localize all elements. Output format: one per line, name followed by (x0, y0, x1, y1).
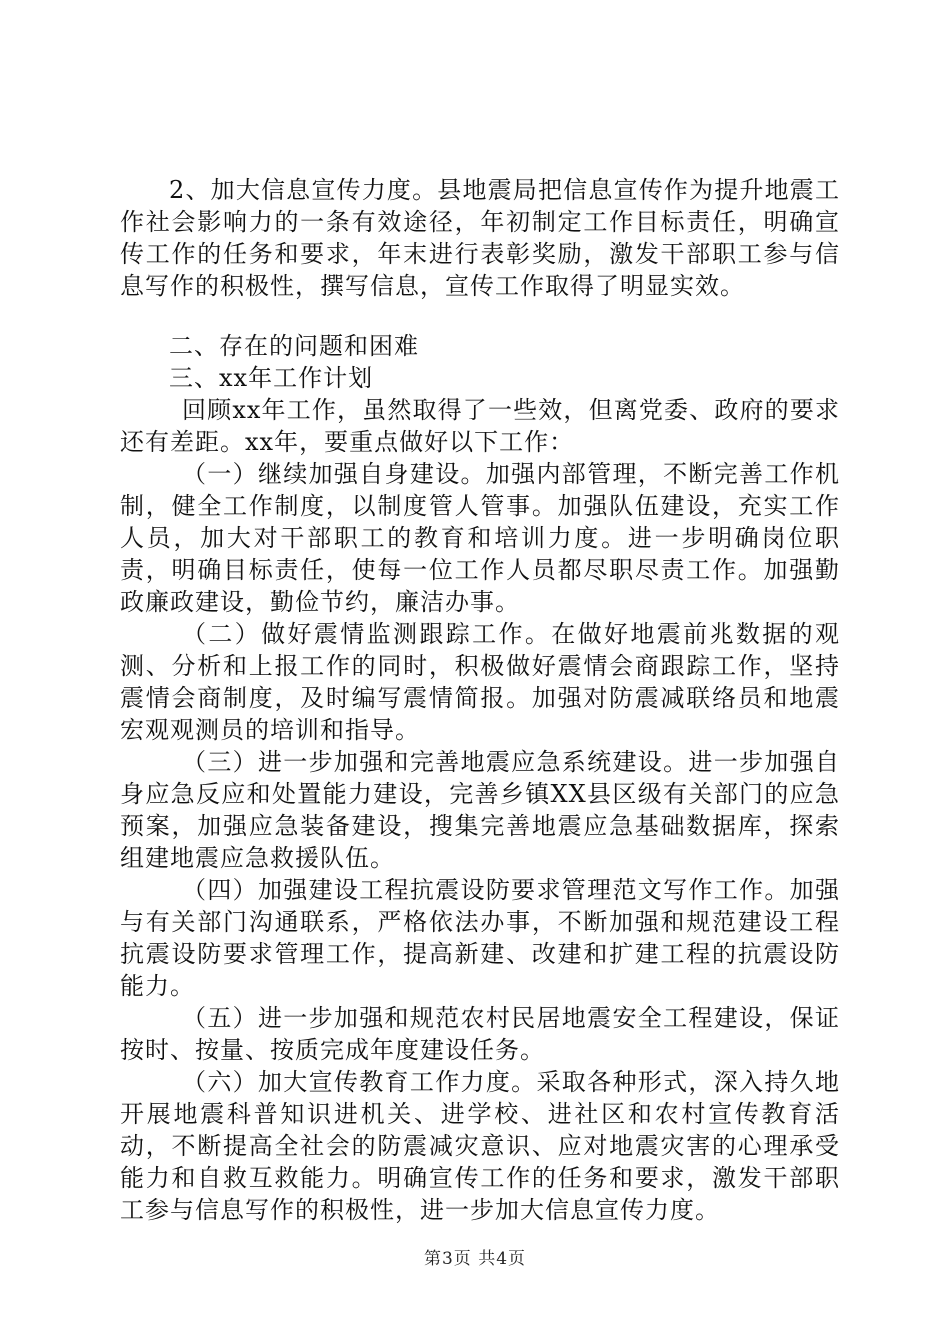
plan-item-6: （六）加大宣传教育工作力度。采取各种形式，深入持久地开展地震科普知识进机关、进学校、进社区和农村宣传教育活动，不断提高全社会的防震减灾意识、应对地震灾害的心理承受能力和自救互救能力。明确宣传工作的任务和要求，激发干部职工参与信息写作的积极性，进一步加大信息宣传力度。 (120, 1068, 840, 1224)
plan-item-4: （四）加强建设工程抗震设防要求管理范文写作工作。加强与有关部门沟通联系，严格依法办事，不断加强和规范建设工程抗震设防要求管理工作，提高新建、改建和扩建工程的抗震设防能力。 (120, 876, 840, 1000)
plan-item-5: （五）进一步加强和规范农村民居地震安全工程建设，保证按时、按量、按质完成年度建设任务。 (120, 1004, 840, 1064)
section-heading-problems: 二、存在的问题和困难 (169, 332, 419, 360)
work-plan-section (120, 394, 840, 1226)
page-number-footer: 第3页 共4页 (423, 1249, 527, 1269)
section-heading-work-plan: 三、xx年工作计划 (169, 364, 374, 392)
paragraph-info-publicity: 2、加大信息宣传力度。县地震局把信息宣传作为提升地震工作社会影响力的一条有效途径，年初制定工作目标责任，明确宣传工作的任务和要求，年末进行表彰奖励，激发干部职工参与信息写作的积极性，撰写信息，宣传工作取得了明显实效。 (120, 176, 840, 300)
plan-item-2: （二）做好震情监测跟踪工作。在做好地震前兆数据的观测、分析和上报工作的同时，积极做好震情会商跟踪工作，坚持震情会商制度，及时编写震情简报。加强对防震减联络员和地震宏观观测员的培训和指导。 (120, 620, 840, 744)
plan-item-3: （三）进一步加强和完善地震应急系统建设。进一步加强自身应急反应和处置能力建设，完善乡镇XX县区级有关部门的应急预案，加强应急装备建设，搜集完善地震应急基础数据库，探索组建地震应急救援队伍。 (120, 748, 840, 872)
plan-intro-paragraph: 回顾xx年工作，虽然取得了一些效，但离党委、政府的要求还有差距。xx年，要重点做好以下工作： (120, 396, 840, 456)
plan-item-1: （一）继续加强自身建设。加强内部管理，不断完善工作机制，健全工作制度，以制度管人管事。加强队伍建设，充实工作人员，加大对干部职工的教育和培训力度。进一步明确岗位职责，明确目标责任，使每一位工作人员都尽职尽责工作。加强勤政廉政建设，勤俭节约，廉洁办事。 (120, 460, 840, 616)
